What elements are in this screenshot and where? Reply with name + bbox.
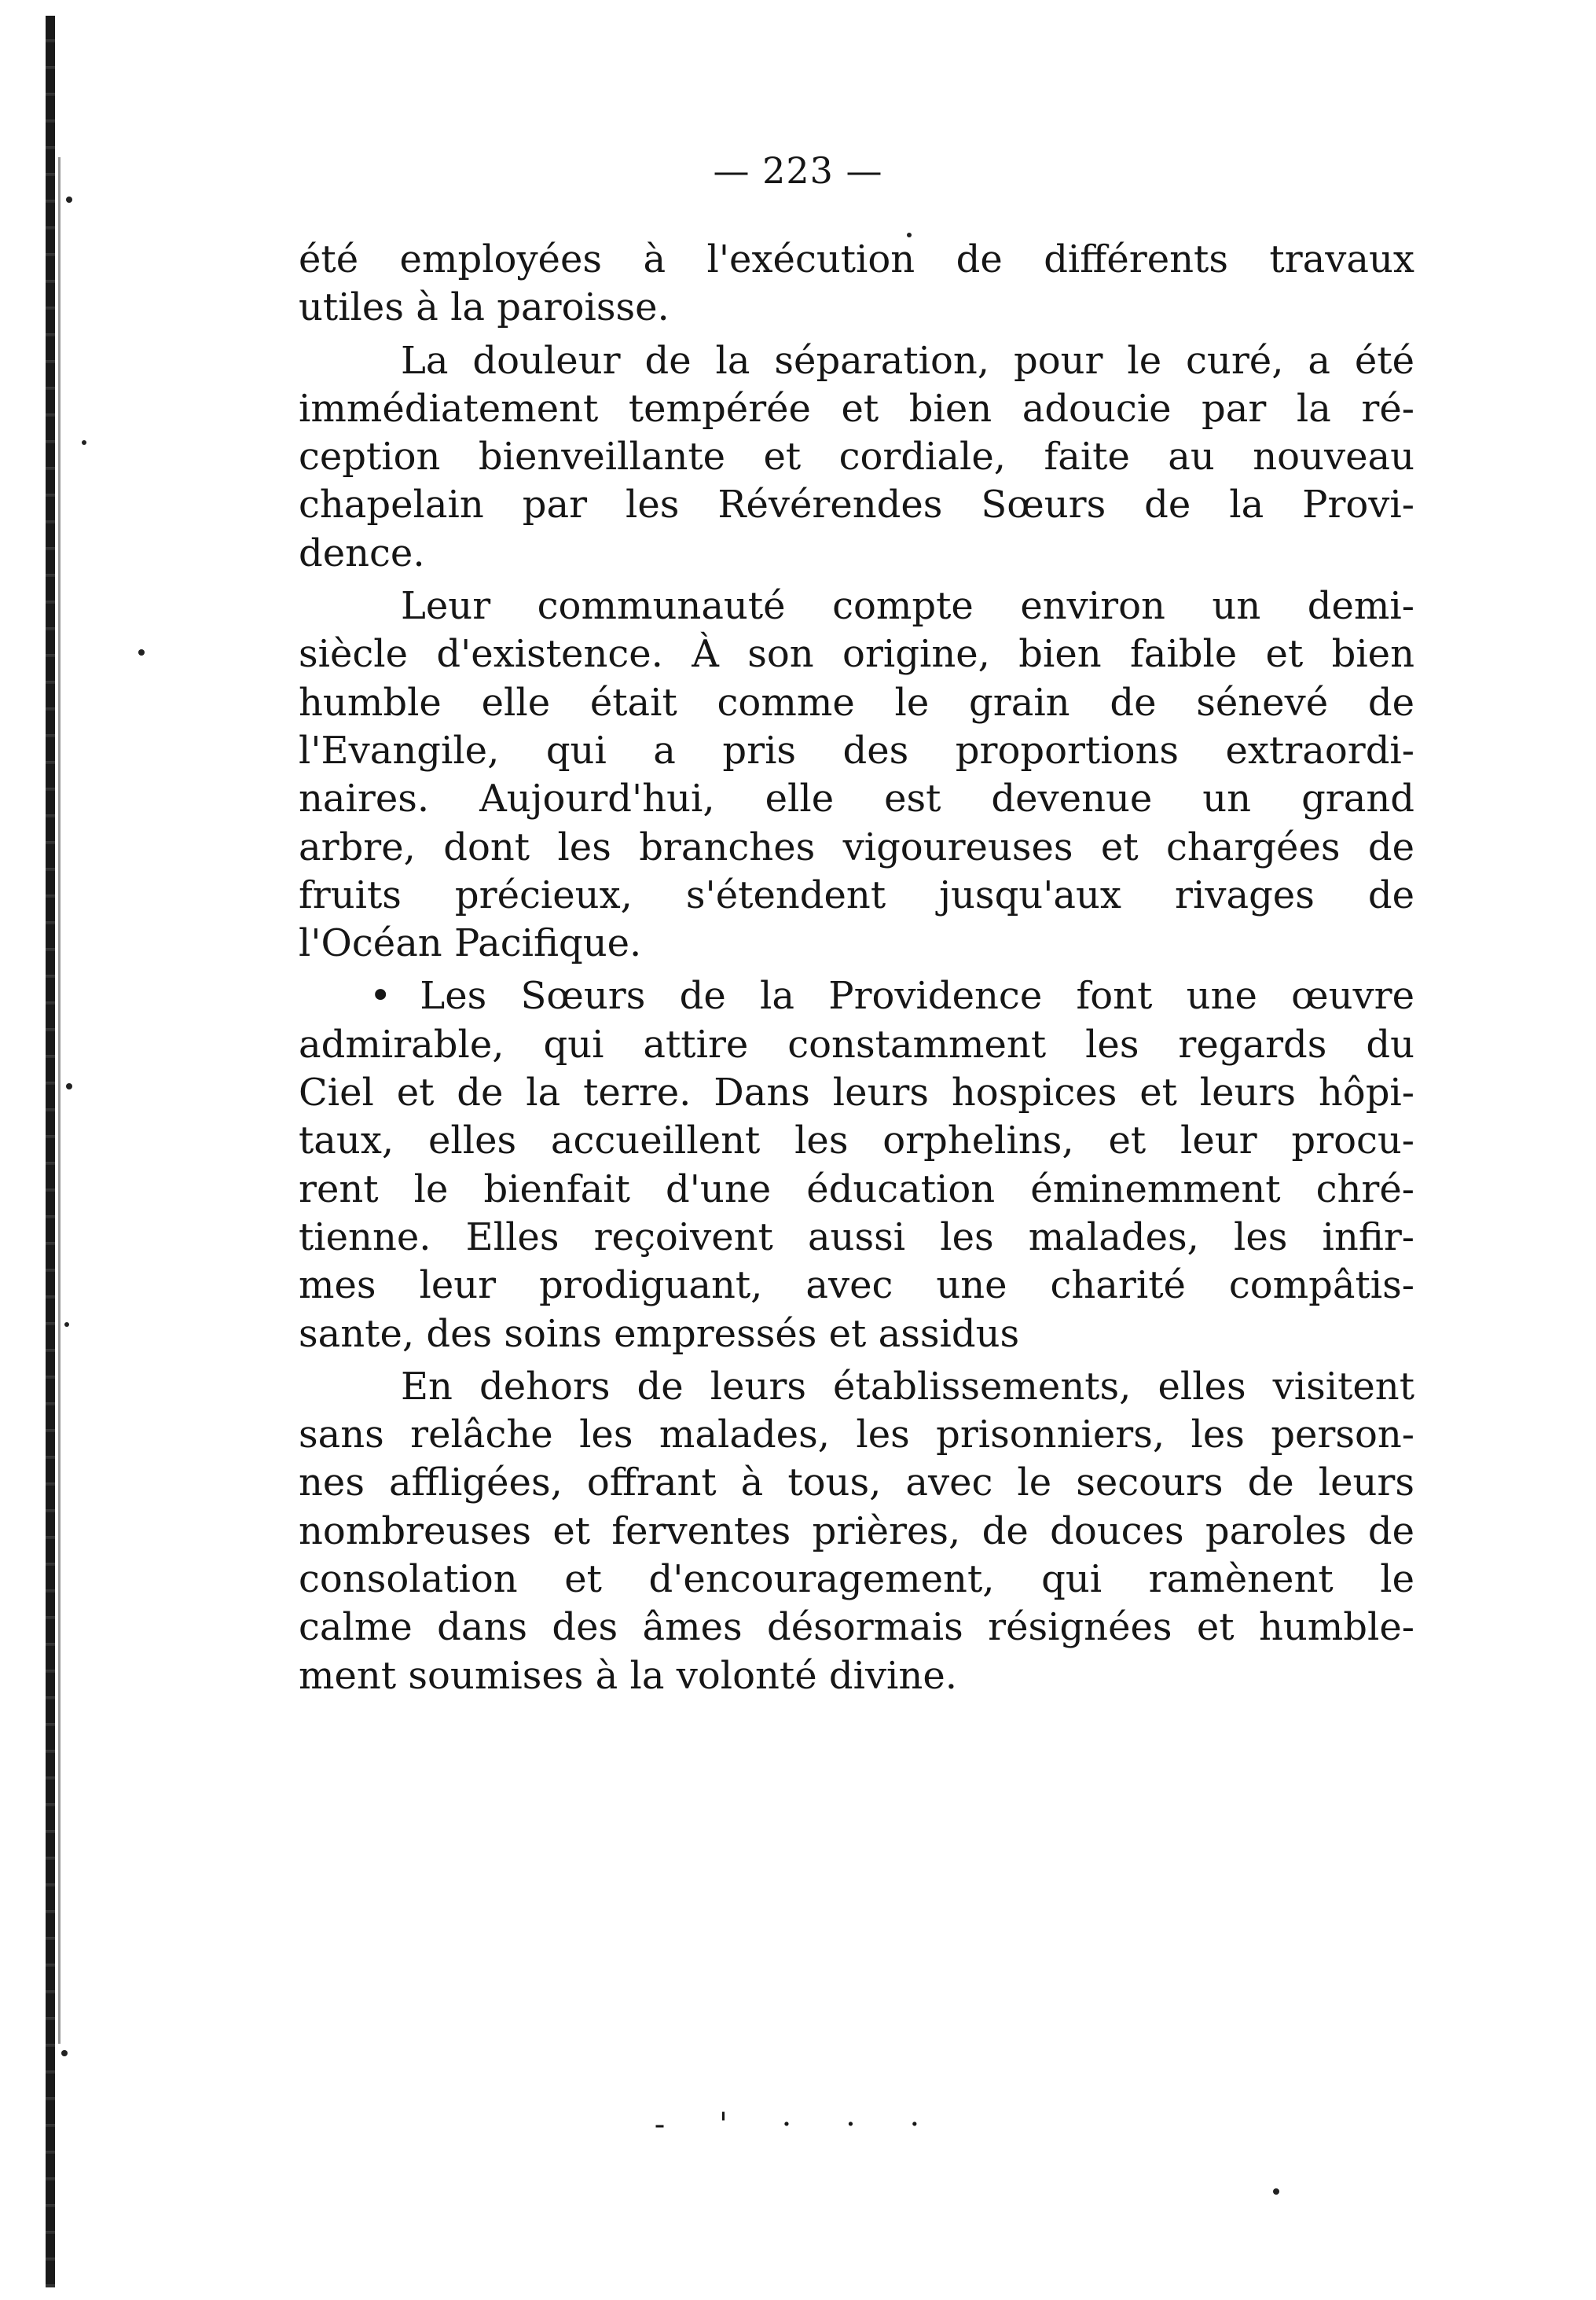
scan-speck <box>82 440 86 445</box>
text-line: l'Evangile, qui a pris des proportions extraordi- <box>299 728 1414 773</box>
text-line: chapelain par les Révérendes Sœurs de la Provi- <box>299 483 1414 527</box>
footer-ornament: - ' · · · <box>654 2107 942 2143</box>
text-line-content: Les Sœurs de la Providence font une œuvre <box>420 974 1414 1019</box>
book-binding-shadow <box>58 157 61 2044</box>
text-line: tienne. Elles reçoivent aussi les malades, les infir- <box>299 1214 1414 1259</box>
text-line: En dehors de leurs établissements, elles visitent <box>401 1364 1414 1409</box>
text-line: sans relâche les malades, les prisonniers, les person- <box>299 1413 1414 1457</box>
text-line <box>299 972 1414 1020</box>
text-line: taux, elles accueillent les orphelins, et leur procu- <box>299 1119 1414 1163</box>
text-line: ment soumises à la volonté divine. <box>299 1653 957 1698</box>
text-line: nes affligées, offrant à tous, avec le secours de leurs <box>299 1460 1414 1505</box>
scan-speck <box>66 1083 72 1089</box>
scan-speck <box>1273 2188 1279 2195</box>
paragraph <box>299 1363 1414 1700</box>
text-line: admirable, qui attire constamment les regards du <box>299 1022 1414 1067</box>
text-line: immédiatement tempérée et bien adoucie par la ré- <box>299 386 1414 431</box>
text-line: rent le bienfait d'une éducation éminemment chré- <box>299 1167 1414 1211</box>
text-line: été employées à l'exécution de différents travaux <box>299 237 1414 281</box>
paragraph <box>299 236 1414 333</box>
text-line: Ciel et de la terre. Dans leurs hospices et leurs hôpi- <box>299 1071 1414 1115</box>
paragraph <box>299 972 1414 1358</box>
scan-speck <box>66 197 72 203</box>
text-line: La douleur de la séparation, pour le curé, a été <box>401 338 1414 383</box>
scan-speck <box>138 649 145 656</box>
text-line: arbre, dont les branches vigoureuses et chargées de <box>299 825 1414 869</box>
paragraph <box>299 337 1414 578</box>
scan-speck <box>61 2050 68 2056</box>
paragraph <box>299 582 1414 968</box>
page-number: — 223 — <box>713 149 883 192</box>
text-line: Leur communauté compte environ un demi- <box>401 584 1414 629</box>
text-line: humble elle était comme le grain de sénevé de <box>299 680 1414 725</box>
text-line: utiles à la paroisse. <box>299 285 670 330</box>
text-line: dence. <box>299 531 425 575</box>
text-line: fruits précieux, s'étendent jusqu'aux rivages de <box>299 873 1414 917</box>
bullet-mark: • <box>369 974 392 1019</box>
text-line: l'Océan Pacifique. <box>299 921 642 966</box>
scan-speck <box>64 1322 69 1327</box>
text-line: mes leur prodiguant, avec une charité compâtis- <box>299 1263 1414 1308</box>
text-line: nombreuses et ferventes prières, de douces paroles de <box>299 1508 1414 1553</box>
text-line: sante, des soins empressés et assidus <box>299 1311 1020 1356</box>
body-text <box>299 236 1414 1700</box>
text-line: siècle d'existence. À son origine, bien faible et bien <box>299 632 1414 677</box>
text-line: ception bienveillante et cordiale, faite au nouveau <box>299 435 1414 479</box>
text-line: consolation et d'encouragement, qui ramènent le <box>299 1557 1414 1602</box>
text-line: naires. Aujourd'hui, elle est devenue un grand <box>299 777 1414 821</box>
text-line: calme dans des âmes désormais résignées et humble- <box>299 1605 1414 1650</box>
book-binding-edge <box>46 16 55 2287</box>
